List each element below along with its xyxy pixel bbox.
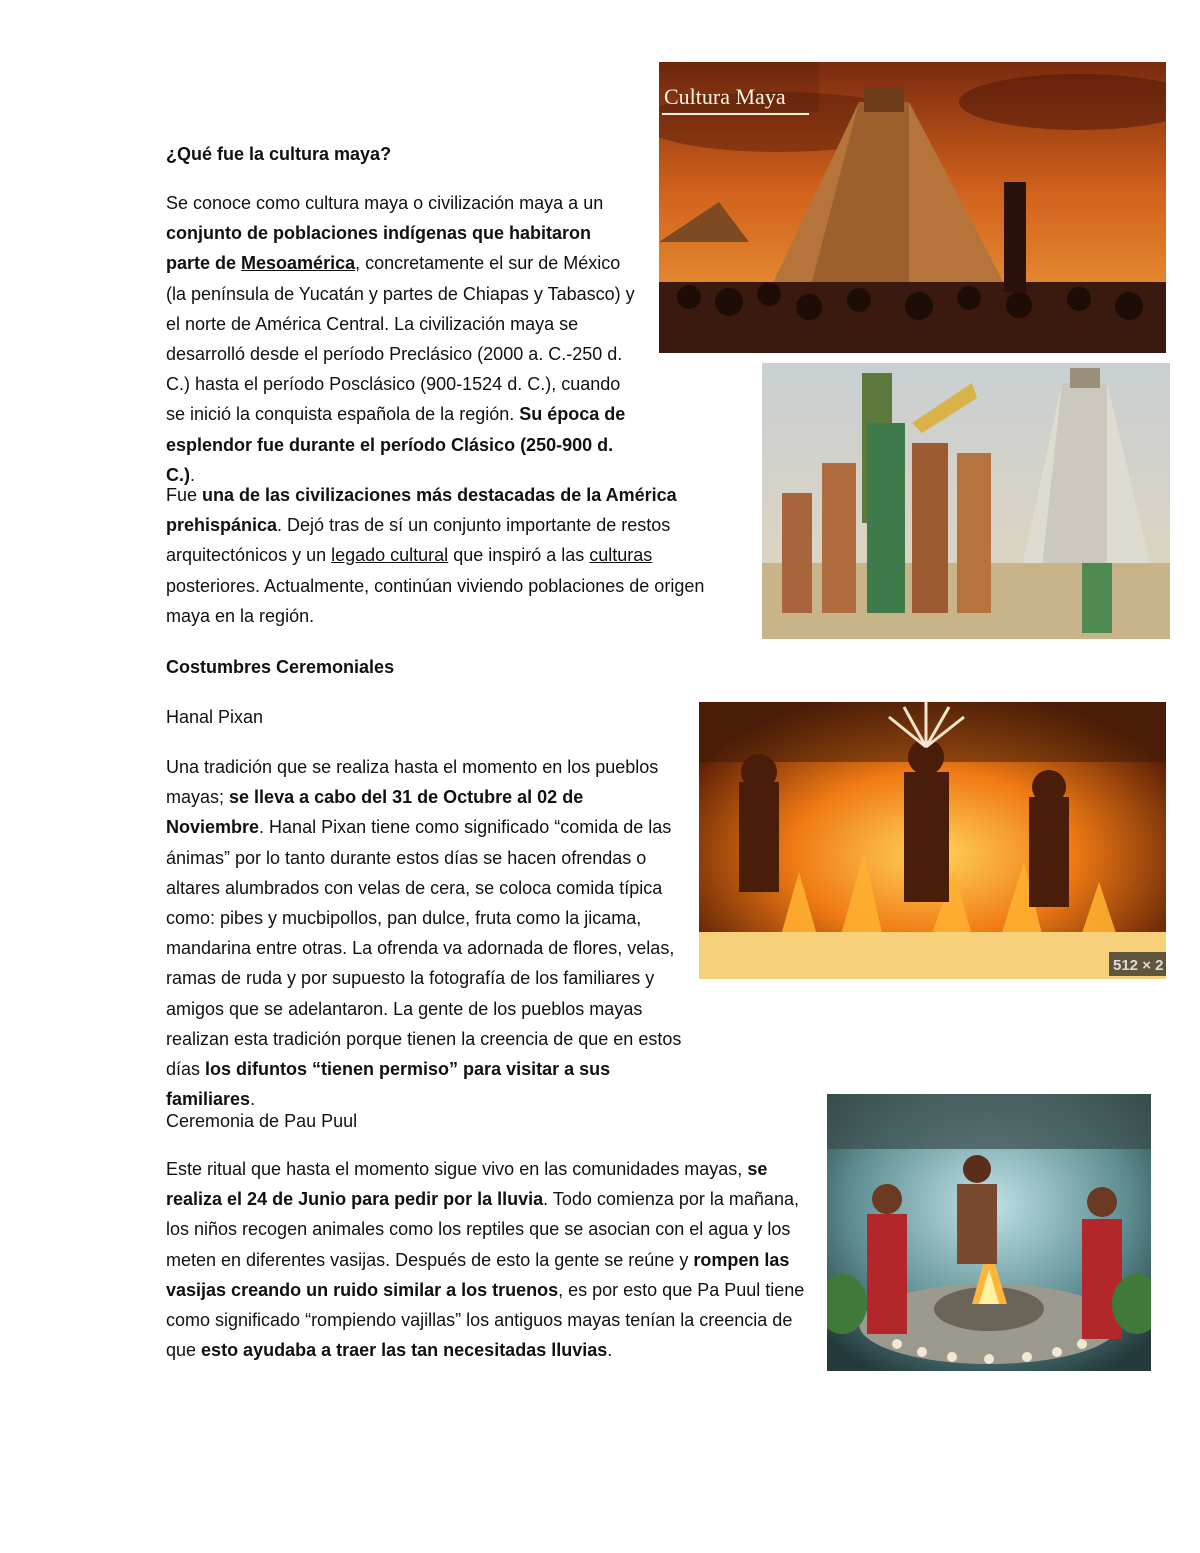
rain-ceremony-image bbox=[827, 1094, 1151, 1371]
paragraph-legacy: Fue una de las civilizaciones más destacadas de la América prehispánica. Dejó tras de sí un conjunto importante de restos arquitectónicos y un legado cultural que inspiró a las culturas posteriores. Actualmente, continúan viviendo poblaciones de origen maya en la región. bbox=[166, 485, 705, 626]
subheading-hanal-pixan: Hanal Pixan bbox=[166, 707, 264, 727]
heading-what-is-maya: ¿Qué fue la cultura maya? bbox=[166, 144, 392, 164]
subheading-pau-puul: Ceremonia de Pau Puul bbox=[166, 1111, 358, 1131]
link-legado-cultural[interactable]: legado cultural bbox=[331, 545, 449, 566]
paragraph-hanal-pixan: Una tradición que se realiza hasta el momento en los pueblos mayas; se lleva a cabo del 31 de Octubre al 02 de Noviembre. Hanal Pixan tiene como significado “comida de las ánimas” por lo tanto durante estos días se hacen ofrendas o altares alumbrados con velas de cera, se coloca comida típica como: pibes y mucbipollos, pan dulce, fruta como la jicama, mandarina entre otras. La ofrenda va adornada de flores, velas, ramas de ruda y por supuesto la fotografía de los familiares y amigos que se adelantaron. La gente de los pueblos mayas realizan esta tradición porque tienen la creencia de que en estos días los difuntos “tienen permiso” para visitar a sus familiares. bbox=[166, 757, 682, 1110]
heading-ceremonial-customs: Costumbres Ceremoniales bbox=[166, 657, 395, 677]
paragraph-intro: Se conoce como cultura maya o civilización maya a un conjunto de poblaciones indígenas que habitaron parte de Mesoamérica, concretamente el sur de México (la península de Yucatán y partes de Chiapas y Tabasco) y el norte de América Central. La civilización maya se desarrolló desde el período Preclásico (2000 a. C.-250 d. C.) hasta el período Posclásico (900-1524 d. C.), cuando se inició la conquista española de la región. Su época de esplendor fue durante el período Clásico (250-900 d. C.). bbox=[166, 193, 635, 485]
pyramid-crowd-image bbox=[659, 62, 1166, 353]
fire-dancers-image bbox=[699, 702, 1166, 979]
image-size-badge: 512 × 2 bbox=[1113, 957, 1164, 974]
paragraph-pau-puul: Este ritual que hasta el momento sigue vivo en las comunidades mayas, se realiza el 24 de Junio para pedir por la lluvia. Todo comienza por la mañana, los niños recogen animales como los reptiles que se asocian con el agua y los meten en diferentes vasijas. Después de esto la gente se reúne y rompen las vasijas creando un ruido similar a los truenos, es por esto que Pa Puul tiene como significado “rompiendo vajillas” los antiguos mayas tenían la creencia de que esto ayudaba a traer las tan necesitadas lluvias. bbox=[166, 1159, 805, 1361]
maya-ritual-painting-image bbox=[762, 363, 1170, 639]
link-culturas[interactable]: culturas bbox=[589, 545, 653, 566]
link-mesoamerica[interactable]: Mesoamérica bbox=[241, 253, 356, 274]
cultura-maya-caption: Cultura Maya bbox=[664, 84, 786, 109]
